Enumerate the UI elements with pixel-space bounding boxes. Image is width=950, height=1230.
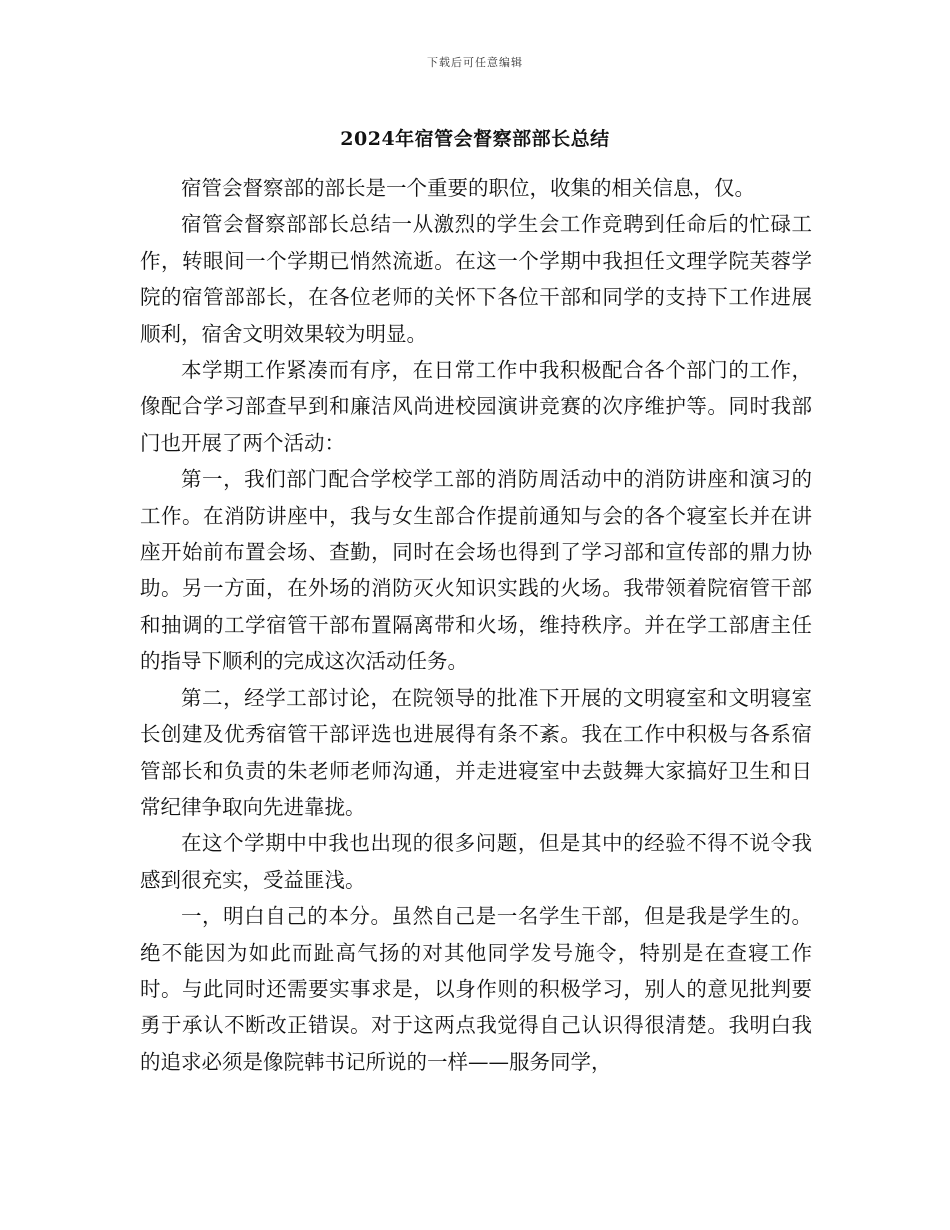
document-title: 2024年宿管会督察部部长总结	[340, 128, 610, 150]
header-note: 下载后可任意编辑	[427, 56, 523, 69]
paragraph-1: 宿管会督察部的部长是一个重要的职位，收集的相关信息，仅。	[181, 176, 755, 200]
paragraph-4: 第一，我们部门配合学校学工部的消防周活动中的消防讲座和演习的工作。在消防讲座中，我与女生部合作提前通知与会的各个寝室长并在讲座开始前布置会场、查勤，同时在会场也得到了学习部和宣传部的鼎力协助。另一方面，在外场的消防灭火知识实践的火场。我带领着院宿管干部和抽调的工学宿管干部布置隔离带和火场，维持秩序。并在学工部唐主任的指导下顺利的完成这次活动任务。	[140, 467, 812, 674]
paragraph-6: 在这个学期中中我也出现的很多问题，但是其中的经验不得不说令我感到很充实，受益匪浅。	[140, 831, 812, 892]
paragraph-5: 第二，经学工部讨论，在院领导的批准下开展的文明寝室和文明寝室长创建及优秀宿管干部评选也进展得有条不紊。我在工作中积极与各系宿管部长和负责的朱老师老师沟通，并走进寝室中去鼓舞大家搞好卫生和日常纪律争取向先进靠拢。	[140, 685, 812, 819]
paragraph-2: 宿管会督察部部长总结一从激烈的学生会工作竞聘到任命后的忙碌工作，转眼间一个学期已悄然流逝。在这一个学期中我担任文理学院芙蓉学院的宿管部部长，在各位老师的关怀下各位干部和同学的支持下工作进展顺利，宿舍文明效果较为明显。	[140, 212, 812, 346]
document-body	[140, 170, 812, 1080]
paragraph-3: 本学期工作紧凑而有序，在日常工作中我积极配合各个部门的工作，像配合学习部查早到和廉洁风尚进校园演讲竞赛的次序维护等。同时我部门也开展了两个活动：	[140, 358, 812, 455]
paragraph-7: 一，明白自己的本分。虽然自己是一名学生干部，但是我是学生的。绝不能因为如此而趾高气扬的对其他同学发号施令，特别是在查寝工作时。与此同时还需要实事求是，以身作则的积极学习，别人的意见批判要勇于承认不断改正错误。对于这两点我觉得自己认识得很清楚。我明白我的追求必须是像院韩书记所说的一样——服务同学，	[140, 904, 812, 1074]
